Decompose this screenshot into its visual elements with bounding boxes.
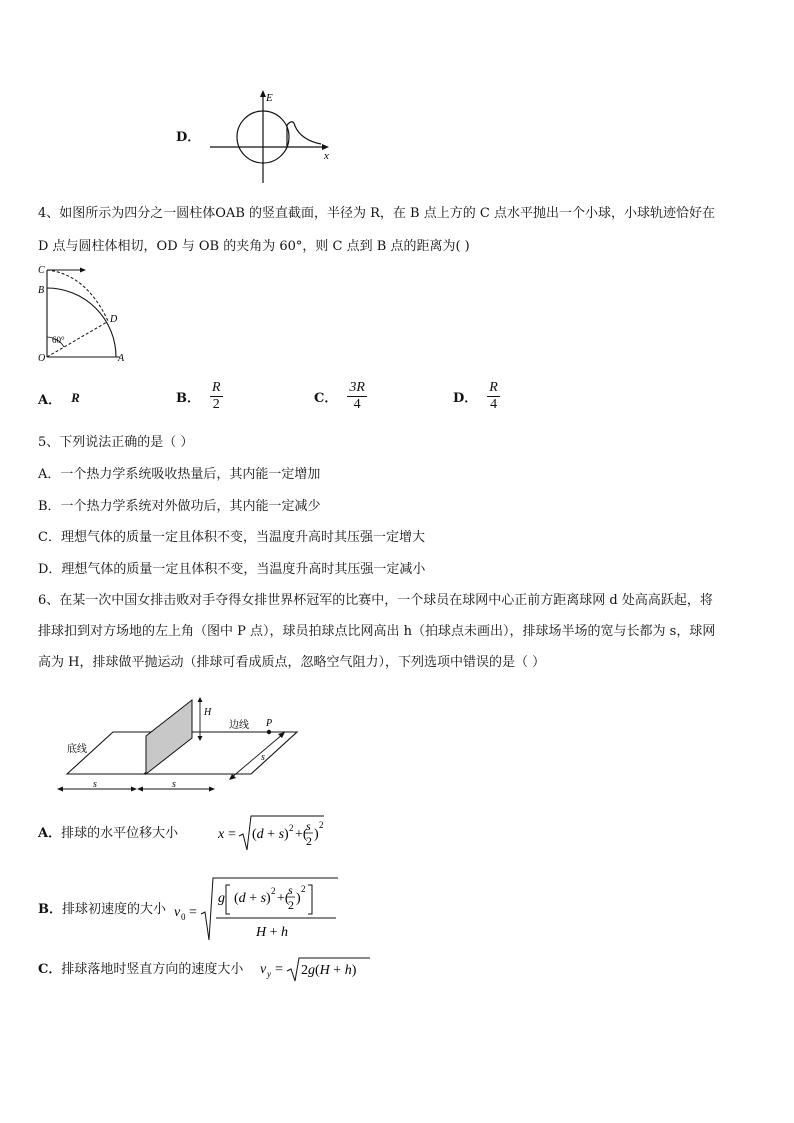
svg-text:x: x [218, 827, 225, 842]
svg-text:2: 2 [289, 823, 294, 833]
svg-text:(d + s): (d + s) [252, 827, 289, 842]
q6-stem-line2: 排球扣到对方场地的左上角（图中 P 点），球员拍球点比网高出 h（拍球点未画出），排球场半场的宽与长都为 s，球网 [38, 624, 716, 639]
svg-text:=: = [275, 962, 283, 977]
q6-option-b-formula-svg [174, 874, 344, 944]
q3-axis-e: E [266, 92, 273, 104]
q5-option-a: A．一个热力学系统吸收热量后，其内能一定增加 [38, 467, 321, 482]
q6-stem-line1: 6、在某一次中国女排击败对手夺得女排世界杯冠军的比赛中，一个球员在球网中心正前方距离球网 d 处高高跃起，将 [38, 593, 713, 608]
svg-text:=: = [189, 905, 197, 920]
q6-option-b: B．排球初速度的大小 [38, 902, 167, 917]
q6-stem-line3: 高为 H，排球做平抛运动（排球可看成质点，忽略空气阻力），下列选项中错误的是（ ） [38, 655, 546, 670]
q4-label-angle: 60° [52, 335, 65, 345]
q6-option-c-formula-svg [260, 955, 375, 983]
svg-text:g: g [218, 891, 225, 906]
q6-option-a-formula-svg [218, 810, 328, 856]
q3-axis-x: x [324, 150, 329, 162]
q5-stem: 5、下列说法正确的是（ ） [38, 435, 194, 450]
q4-figure [36, 262, 136, 364]
q6-option-a-formula [218, 810, 328, 860]
svg-text:2: 2 [301, 884, 306, 894]
q4-option-c: C． $\frac{3R}{4}$ [314, 380, 365, 412]
svg-text:+(: +( [277, 891, 290, 906]
q4-label-o: O [38, 353, 46, 364]
q4-option-b: B． $\frac{R}{2}$ [176, 380, 221, 412]
q4-stem-line2: D 点与圆柱体相切，OD 与 OB 的夹角为 60°，则 C 点到 B 点的距离为( ) [38, 239, 470, 254]
q6-option-b-formula [174, 874, 344, 948]
q6-option-c-formula [260, 955, 375, 987]
svg-text:v: v [260, 962, 267, 977]
q4-label-a: A [118, 353, 125, 364]
q6-label-sideline: 边线 [229, 720, 249, 731]
svg-text:(d + s): (d + s) [234, 891, 271, 906]
q6-option-c: C．排球落地时竖直方向的速度大小 [38, 962, 244, 977]
q6-label-h: H [204, 707, 212, 718]
q4-label-c: C [38, 265, 45, 276]
svg-text:s: s [306, 819, 311, 833]
q4-label-d: D [110, 314, 118, 325]
q6-option-a: A．排球的水平位移大小 [38, 826, 179, 841]
svg-text:s: s [288, 883, 293, 897]
q4-stem-line1: 4、如图所示为四分之一圆柱体OAB 的竖直截面，半径为 R，在 B 点上方的 C 点水平抛出一个小球，小球轨迹恰好在 [38, 206, 715, 221]
q4-option-d: D． $\frac{R}{4}$ [453, 380, 498, 412]
svg-text:2: 2 [271, 886, 276, 896]
svg-text:2g(H + h): 2g(H + h) [301, 963, 357, 978]
q4-option-a: A． R [38, 390, 80, 408]
q6-figure [55, 690, 305, 798]
q3-option-d-label: D． [176, 130, 201, 145]
svg-text:y: y [267, 969, 271, 979]
q4-label-b: B [38, 285, 45, 296]
q5-option-d: D．理想气体的质量一定且体积不变，当温度升高时其压强一定减小 [38, 562, 426, 577]
svg-text:0: 0 [181, 912, 186, 922]
q3-option-d-graph [205, 88, 340, 188]
q5-option-b: B．一个热力学系统对外做功后，其内能一定减少 [38, 499, 321, 514]
svg-text:=: = [228, 827, 236, 842]
q6-label-s-bottom-right: s [172, 779, 176, 790]
q6-label-baseline: 底线 [67, 744, 87, 755]
svg-text:v: v [174, 905, 181, 920]
q6-label-p: P [266, 718, 273, 729]
svg-text:): ) [314, 827, 319, 842]
svg-text:2: 2 [306, 834, 312, 848]
svg-text:): ) [296, 891, 301, 906]
q5-option-c: C．理想气体的质量一定且体积不变，当温度升高时其压强一定增大 [38, 530, 425, 545]
svg-text:2: 2 [288, 898, 294, 912]
svg-text:+(: +( [295, 827, 308, 842]
svg-text:2: 2 [319, 820, 324, 830]
q6-label-s-right: s [261, 752, 265, 763]
svg-text:H + h: H + h [256, 925, 289, 940]
q6-label-s-bottom-left: s [93, 779, 97, 790]
